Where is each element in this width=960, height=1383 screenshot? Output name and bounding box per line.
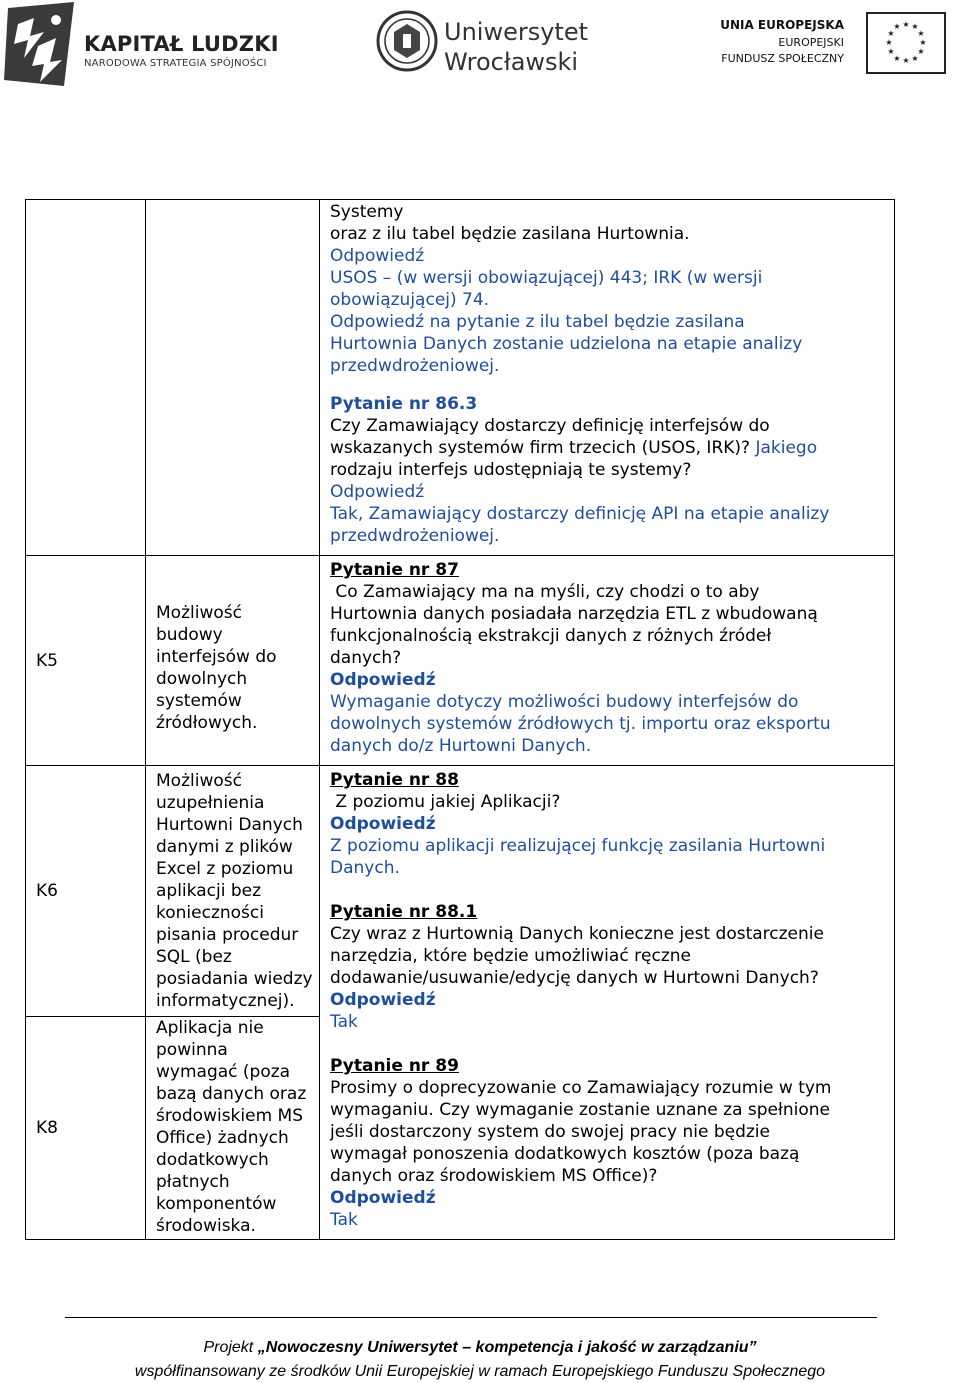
question-line: narzędzia, które będzie umożliwiać ręczne	[330, 946, 692, 966]
answer-line: przedwdrożeniowej.	[330, 356, 500, 376]
row-code: K6	[26, 766, 146, 1017]
text-line: Systemy	[330, 202, 404, 222]
university-seal-icon	[376, 10, 438, 72]
question-line: danych?	[330, 648, 402, 668]
answer-line: USOS – (w wersji obowiązującej) 443; IRK (w wersji	[330, 268, 763, 288]
footer-project-name: „Nowoczesny Uniwersytet – kompetencja i jakość w zarządzaniu”	[257, 1339, 757, 1356]
eu-line3: FUNDUSZ SPOŁECZNY	[721, 52, 844, 65]
kapital-ludzki-emblem-icon	[4, 2, 80, 90]
table-row-k6	[26, 766, 895, 1017]
question-line: jeśli dostarczony system do swojej pracy nie będzie	[330, 1122, 770, 1142]
question-title: Pytanie nr 88.1	[330, 902, 478, 922]
svg-text:★: ★	[917, 47, 925, 56]
svg-text:★: ★	[902, 20, 910, 29]
question-line: Co Zamawiający ma na myśli, czy chodzi o to aby	[330, 582, 760, 602]
question-line-fragment: Jakiego	[755, 438, 818, 458]
svg-text:★: ★	[885, 38, 893, 47]
qa-cell	[320, 556, 895, 766]
requirement-cell-empty	[146, 200, 320, 556]
answer-line: Wymaganie dotyczy możliwości budowy interfejsów do	[330, 692, 799, 712]
answer-label: Odpowiedź	[330, 482, 425, 502]
answer-line: dowolnych systemów źródłowych tj. importu oraz eksportu	[330, 714, 831, 734]
qa-table	[25, 199, 895, 1240]
answer-value: Tak	[330, 1210, 358, 1230]
table-row-continuation	[26, 200, 895, 556]
question-title: Pytanie nr 86.3	[330, 394, 478, 414]
row-code: K8	[26, 1017, 146, 1240]
question-line: Prosimy o doprecyzowanie co Zamawiający rozumie w tym	[330, 1078, 832, 1098]
answer-line: Hurtownia Danych zostanie udzielona na etapie analizy	[330, 334, 803, 354]
row-code: K5	[26, 556, 146, 766]
answer-label: Odpowiedź	[330, 814, 436, 834]
university-name-line1: Uniwersytet	[444, 18, 588, 46]
question-line: danych oraz środowiskiem MS Office)?	[330, 1166, 658, 1186]
eu-logo	[720, 12, 950, 82]
eu-line2: EUROPEJSKI	[778, 36, 844, 49]
qa-cell	[320, 200, 895, 556]
eu-line1: UNIA EUROPEJSKA	[720, 18, 844, 32]
footer-divider	[65, 1317, 877, 1318]
question-line: funkcjonalnością ekstrakcji danych z różnych źródeł	[330, 626, 772, 646]
question-line: wymagał ponoszenia dodatkowych kosztów (poza bazą	[330, 1144, 800, 1164]
question-line: Czy Zamawiający dostarczy definicję interfejsów do	[330, 416, 770, 436]
footer-cofinancing-line: współfinansowany ze środków Unii Europejskiej w ramach Europejskiego Funduszu Społecznego	[134, 1363, 826, 1380]
kapital-ludzki-logo	[4, 2, 304, 92]
answer-line: obowiązującej) 74.	[330, 290, 490, 310]
svg-text:★: ★	[911, 54, 919, 63]
answer-label: Odpowiedź	[330, 246, 425, 266]
university-logo	[376, 6, 588, 76]
svg-text:★: ★	[911, 22, 919, 31]
footer-project-line	[0, 1339, 960, 1357]
svg-text:★: ★	[887, 47, 895, 56]
question-title: Pytanie nr 87	[330, 560, 459, 580]
requirement-text: Możliwość budowy interfejsów do dowolnych systemów źródłowych.	[146, 556, 320, 766]
question-line: wymaganiu. Czy wymaganie zostanie uznane za spełnione	[330, 1100, 830, 1120]
answer-value: Tak	[330, 1012, 358, 1032]
svg-text:★: ★	[902, 56, 910, 65]
requirement-text: Możliwość uzupełnienia Hurtowni Danych danymi z plików Excel z poziomu aplikacji bez konieczności pisania procedur SQL (bez posiadania wiedzy informatycznej).	[146, 766, 320, 1017]
question-line: dodawanie/usuwanie/edycję danych w Hurtowni Danych?	[330, 968, 819, 988]
requirement-text: Aplikacja nie powinna wymagać (poza bazą danych oraz środowiskiem MS Office) żadnych dodatkowych płatnych komponentów środowiska.	[146, 1017, 320, 1240]
answer-line: Danych.	[330, 858, 400, 878]
eu-flag-icon	[866, 12, 946, 74]
svg-text:★: ★	[893, 54, 901, 63]
answer-line: Odpowiedź na pytanie z ilu tabel będzie zasilana	[330, 312, 745, 332]
question-line: Z poziomu jakiej Aplikacji?	[330, 792, 561, 812]
question-line: wskazanych systemów firm trzecich (USOS, IRK)?	[330, 438, 751, 458]
kapital-ludzki-title: KAPITAŁ LUDZKI	[84, 32, 279, 56]
university-name-line2: Wrocławski	[444, 48, 579, 76]
svg-text:★: ★	[917, 29, 925, 38]
answer-line: Tak, Zamawiający dostarczy definicję API na etapie analizy	[330, 504, 830, 524]
answer-line: danych do/z Hurtowni Danych.	[330, 736, 592, 756]
question-title: Pytanie nr 89	[330, 1056, 459, 1076]
svg-text:★: ★	[919, 38, 927, 47]
question-line: Czy wraz z Hurtownią Danych konieczne jest dostarczenie	[330, 924, 824, 944]
question-line: Hurtownia danych posiadała narzędzia ETL z wbudowaną	[330, 604, 818, 624]
question-title: Pytanie nr 88	[330, 770, 459, 790]
footer-project-prefix: Projekt	[203, 1339, 258, 1356]
answer-label: Odpowiedź	[330, 670, 436, 690]
code-cell-empty	[26, 200, 146, 556]
page-header	[0, 0, 960, 100]
answer-label: Odpowiedź	[330, 990, 436, 1010]
text-line: oraz z ilu tabel będzie zasilana Hurtownia.	[330, 224, 690, 244]
answer-line: przedwdrożeniowej.	[330, 526, 500, 546]
answer-label: Odpowiedź	[330, 1188, 436, 1208]
table-row-k5	[26, 556, 895, 766]
svg-text:★: ★	[887, 29, 895, 38]
svg-text:★: ★	[893, 22, 901, 31]
answer-line: Z poziomu aplikacji realizującej funkcję zasilania Hurtowni	[330, 836, 826, 856]
kapital-ludzki-subtitle: NARODOWA STRATEGIA SPÓJNOŚCI	[84, 58, 267, 69]
qa-cell	[320, 766, 895, 1240]
question-line: rodzaju interfejs udostępniają te systemy?	[330, 460, 692, 480]
